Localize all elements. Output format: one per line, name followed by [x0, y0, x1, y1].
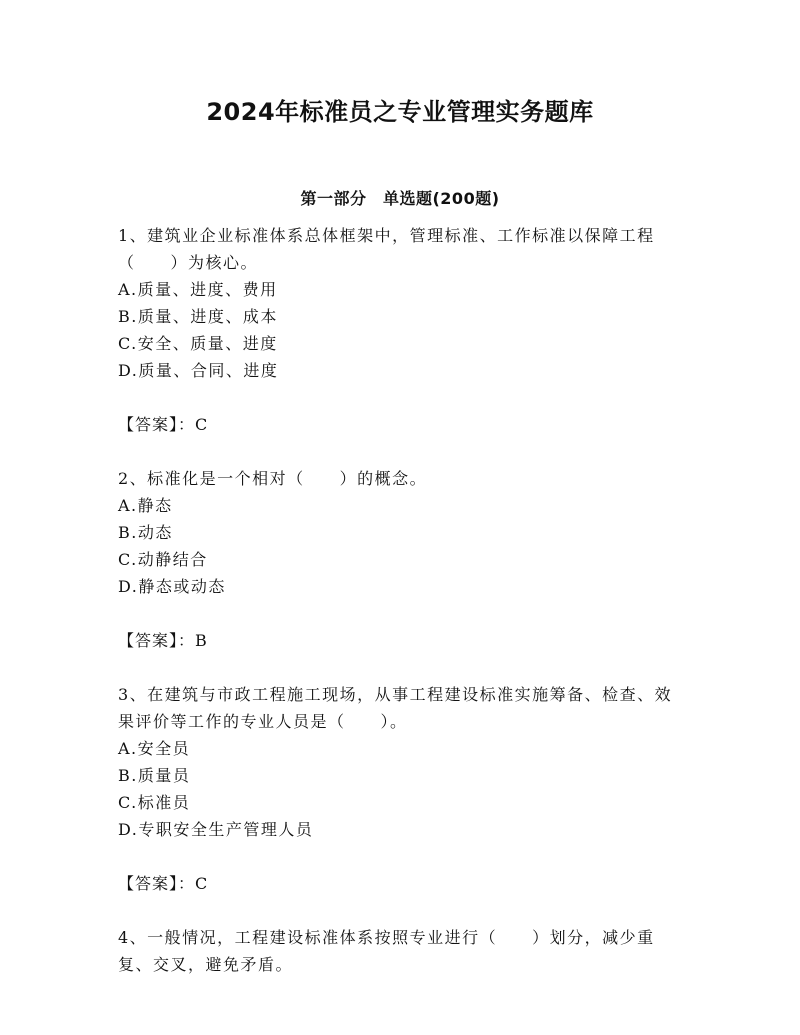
option-d: D.静态或动态: [118, 577, 226, 596]
option-c: C.标准员: [118, 793, 191, 812]
document-title: 2024年标准员之专业管理实务题库: [206, 98, 594, 126]
question-text: 4、一般情况，工程建设标准体系按照专业进行（ ）划分，减少重复、交叉，避免矛盾。: [118, 928, 655, 974]
option-c: C.动静结合: [118, 550, 208, 569]
option-c: C.安全、质量、进度: [118, 334, 278, 353]
question-text: 3、在建筑与市政工程施工现场，从事工程建设标准实施筹备、检查、效果评价等工作的专业人员是（ ）。: [118, 685, 673, 731]
answer-line: 【答案】：C: [118, 415, 209, 434]
option-b: B.质量、进度、成本: [118, 307, 278, 326]
section-title: 第一部分 单选题(200题): [300, 189, 500, 208]
question-item: [118, 924, 688, 978]
option-d: D.质量、合同、进度: [118, 361, 279, 380]
question-item: [118, 465, 688, 654]
question-list: [118, 222, 688, 1005]
option-d: D.专职安全生产管理人员: [118, 820, 314, 839]
question-item: [118, 681, 688, 897]
option-a: A.质量、进度、费用: [118, 280, 278, 299]
answer-line: 【答案】：B: [118, 631, 208, 650]
answer-line: 【答案】：C: [118, 874, 209, 893]
option-b: B.动态: [118, 523, 173, 542]
question-item: [118, 222, 688, 438]
question-text: 2、标准化是一个相对（ ）的概念。: [118, 469, 428, 488]
option-a: A.安全员: [118, 739, 191, 758]
option-b: B.质量员: [118, 766, 191, 785]
question-text: 1、建筑业企业标准体系总体框架中，管理标准、工作标准以保障工程（ ）为核心。: [118, 226, 655, 272]
option-a: A.静态: [118, 496, 173, 515]
